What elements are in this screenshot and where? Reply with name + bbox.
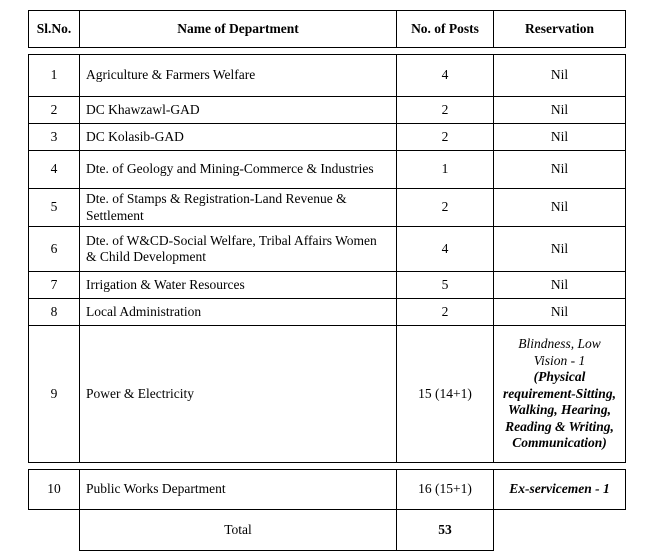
posts-table [28,10,626,551]
row-department: Agriculture & Farmers Welfare [80,55,397,97]
row-posts: 2 [397,97,494,124]
row-reservation: Nil [494,55,626,97]
row-department: Irrigation & Water Resources [80,272,397,299]
row-slno: 9 [29,326,80,463]
row-slno: 10 [29,470,80,510]
row-reservation: Ex-servicemen - 1 [494,470,626,510]
row-slno: 7 [29,272,80,299]
reservation-requirements: (Physical requirement-Sitting, Walking, Hearing, Reading & Writing, Communication) [503,369,616,451]
row-department: Local Administration [80,299,397,326]
row-reservation: Nil [494,97,626,124]
row-department: Dte. of W&CD-Social Welfare, Tribal Affairs Women & Child Development [80,227,397,272]
table-row [29,189,626,227]
row-slno: 5 [29,189,80,227]
row-posts: 2 [397,189,494,227]
row-department: Dte. of Geology and Mining-Commerce & Industries [80,151,397,189]
row-department: DC Khawzawl-GAD [80,97,397,124]
total-label: Total [80,510,397,551]
table-row [29,97,626,124]
table-row [29,470,626,510]
row-posts: 2 [397,124,494,151]
row-slno: 3 [29,124,80,151]
table-row [29,55,626,97]
reservation-disability: Blindness, Low Vision - 1 [518,336,601,368]
row-department: Public Works Department [80,470,397,510]
row-slno: 4 [29,151,80,189]
row-posts: 16 (15+1) [397,470,494,510]
table-row [29,326,626,463]
row-department: Power & Electricity [80,326,397,463]
row-posts: 5 [397,272,494,299]
total-value: 53 [397,510,494,551]
row-reservation: Nil [494,189,626,227]
row-slno: 2 [29,97,80,124]
row-posts: 4 [397,55,494,97]
row-reservation: Nil [494,151,626,189]
header-row [29,11,626,48]
row-department: Dte. of Stamps & Registration-Land Revenue & Settlement [80,189,397,227]
header-slno: Sl.No. [29,11,80,48]
header-posts: No. of Posts [397,11,494,48]
row-posts: 1 [397,151,494,189]
row-slno: 1 [29,55,80,97]
row-posts: 4 [397,227,494,272]
row-department: DC Kolasib-GAD [80,124,397,151]
row-reservation: Nil [494,299,626,326]
table-row [29,151,626,189]
header-reservation: Reservation [494,11,626,48]
row-slno: 6 [29,227,80,272]
spacer-row [29,48,626,55]
spacer-row [29,463,626,470]
header-department: Name of Department [80,11,397,48]
row-reservation [494,326,626,463]
row-reservation: Nil [494,124,626,151]
row-reservation: Nil [494,272,626,299]
table-row [29,299,626,326]
row-reservation: Nil [494,227,626,272]
row-slno: 8 [29,299,80,326]
total-row [29,510,626,551]
row-posts: 2 [397,299,494,326]
table-row [29,227,626,272]
row-posts: 15 (14+1) [397,326,494,463]
table-row [29,272,626,299]
table-row [29,124,626,151]
